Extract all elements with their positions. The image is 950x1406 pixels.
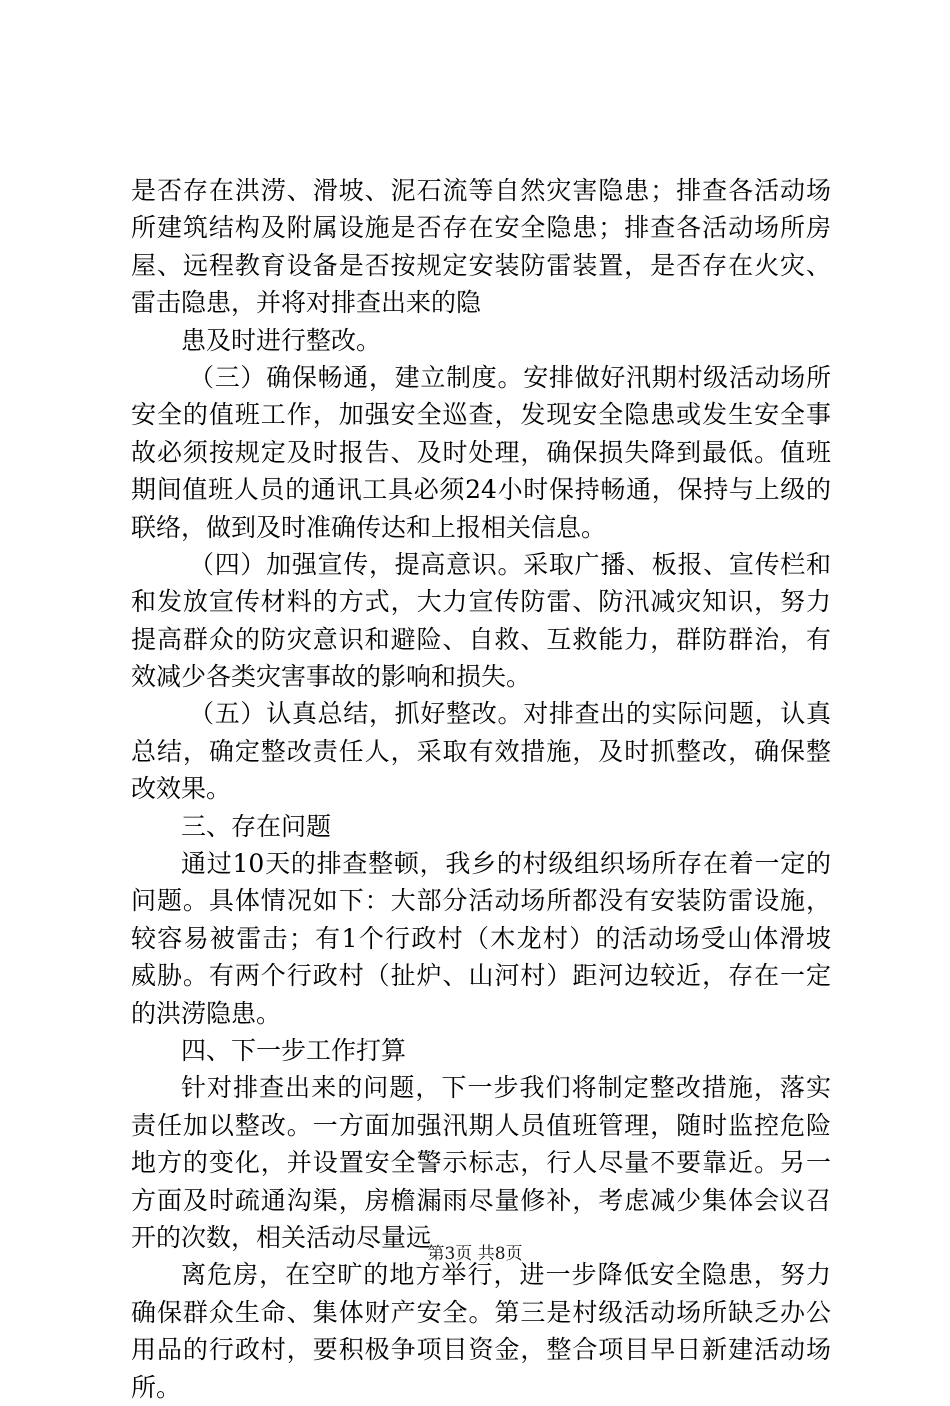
paragraph-line: 安全的值班工作，加强安全巡查，发现安全隐患或发生安全事 — [131, 400, 831, 430]
paragraph-line: 所建筑结构及附属设施是否存在安全隐患；排查各活动场所房 — [131, 213, 831, 243]
paragraph-line: 所。 — [131, 1372, 182, 1402]
paragraph-line: 屋、远程教育设备是否按规定安装防雷装置，是否存在火灾、 — [131, 250, 831, 280]
paragraph-line: （四）加强宣传，提高意识。采取广播、板报、宣传栏和 — [189, 549, 831, 579]
paragraph-line: 联络，做到及时准确传达和上报相关信息。 — [131, 512, 607, 542]
paragraph-line: 地方的变化，并设置安全警示标志，行人尽量不要靠近。另一 — [131, 1148, 831, 1178]
paragraph-line: 期间值班人员的通讯工具必须24小时保持畅通，保持与上级的 — [131, 475, 831, 505]
paragraph-line: 故必须按规定及时报告、及时处理，确保损失降到最低。值班 — [131, 437, 831, 467]
paragraph-line: 责任加以整改。一方面加强汛期人员值班管理，随时监控危险 — [131, 1110, 831, 1140]
paragraph-line: 提高群众的防灾意识和避险、自救、互救能力，群防群治，有 — [131, 624, 831, 654]
paragraph-line: 改效果。 — [131, 774, 232, 804]
paragraph-line: （三）确保畅通，建立制度。安排做好汛期村级活动场所 — [189, 362, 831, 392]
paragraph-line: 用品的行政村，要积极争项目资金，整合项目早日新建活动场 — [131, 1335, 831, 1365]
paragraph-line: 三、存在问题 — [181, 811, 332, 841]
paragraph-line: 总结，确定整改责任人，采取有效措施，及时抓整改，确保整 — [131, 736, 831, 766]
paragraph-line: 和发放宣传材料的方式，大力宣传防雷、防汛减灾知识，努力 — [131, 587, 831, 617]
paragraph-line: 较容易被雷击；有1个行政村（木龙村）的活动场受山体滑坡 — [131, 923, 831, 953]
paragraph-line: 离危房，在空旷的地方举行，进一步降低安全隐患，努力 — [181, 1260, 831, 1290]
paragraph-line: 通过10天的排查整顿，我乡的村级组织场所存在着一定的 — [181, 849, 831, 879]
paragraph-line: 针对排查出来的问题，下一步我们将制定整改措施，落实 — [181, 1073, 831, 1103]
paragraph-line: 确保群众生命、集体财产安全。第三是村级活动场所缺乏办公 — [131, 1297, 831, 1327]
document-body — [131, 172, 831, 1406]
paragraph-line: 雷击隐患，并将对排查出来的隐 — [131, 288, 482, 318]
paragraph-line: 效减少各类灾害事故的影响和损失。 — [131, 662, 532, 692]
paragraph-line: （五）认真总结，抓好整改。对排查出的实际问题，认真 — [189, 699, 831, 729]
paragraph-line: 四、下一步工作打算 — [181, 1035, 407, 1065]
paragraph-line: 的洪涝隐患。 — [131, 998, 282, 1028]
paragraph-line: 开的次数，相关活动尽量远 — [131, 1222, 432, 1252]
page-footer: 第3页 共8页 — [427, 1244, 523, 1264]
paragraph-line: 患及时进行整改。 — [181, 325, 382, 355]
paragraph-line: 是否存在洪涝、滑坡、泥石流等自然灾害隐患；排查各活动场 — [131, 176, 831, 205]
paragraph-line: 问题。具体情况如下：大部分活动场所都没有安装防雷设施， — [131, 886, 831, 916]
paragraph-line: 威胁。有两个行政村（扯炉、山河村）距河边较近，存在一定 — [131, 961, 831, 991]
paragraph-line: 方面及时疏通沟渠，房檐漏雨尽量修补，考虑减少集体会议召 — [131, 1185, 831, 1215]
